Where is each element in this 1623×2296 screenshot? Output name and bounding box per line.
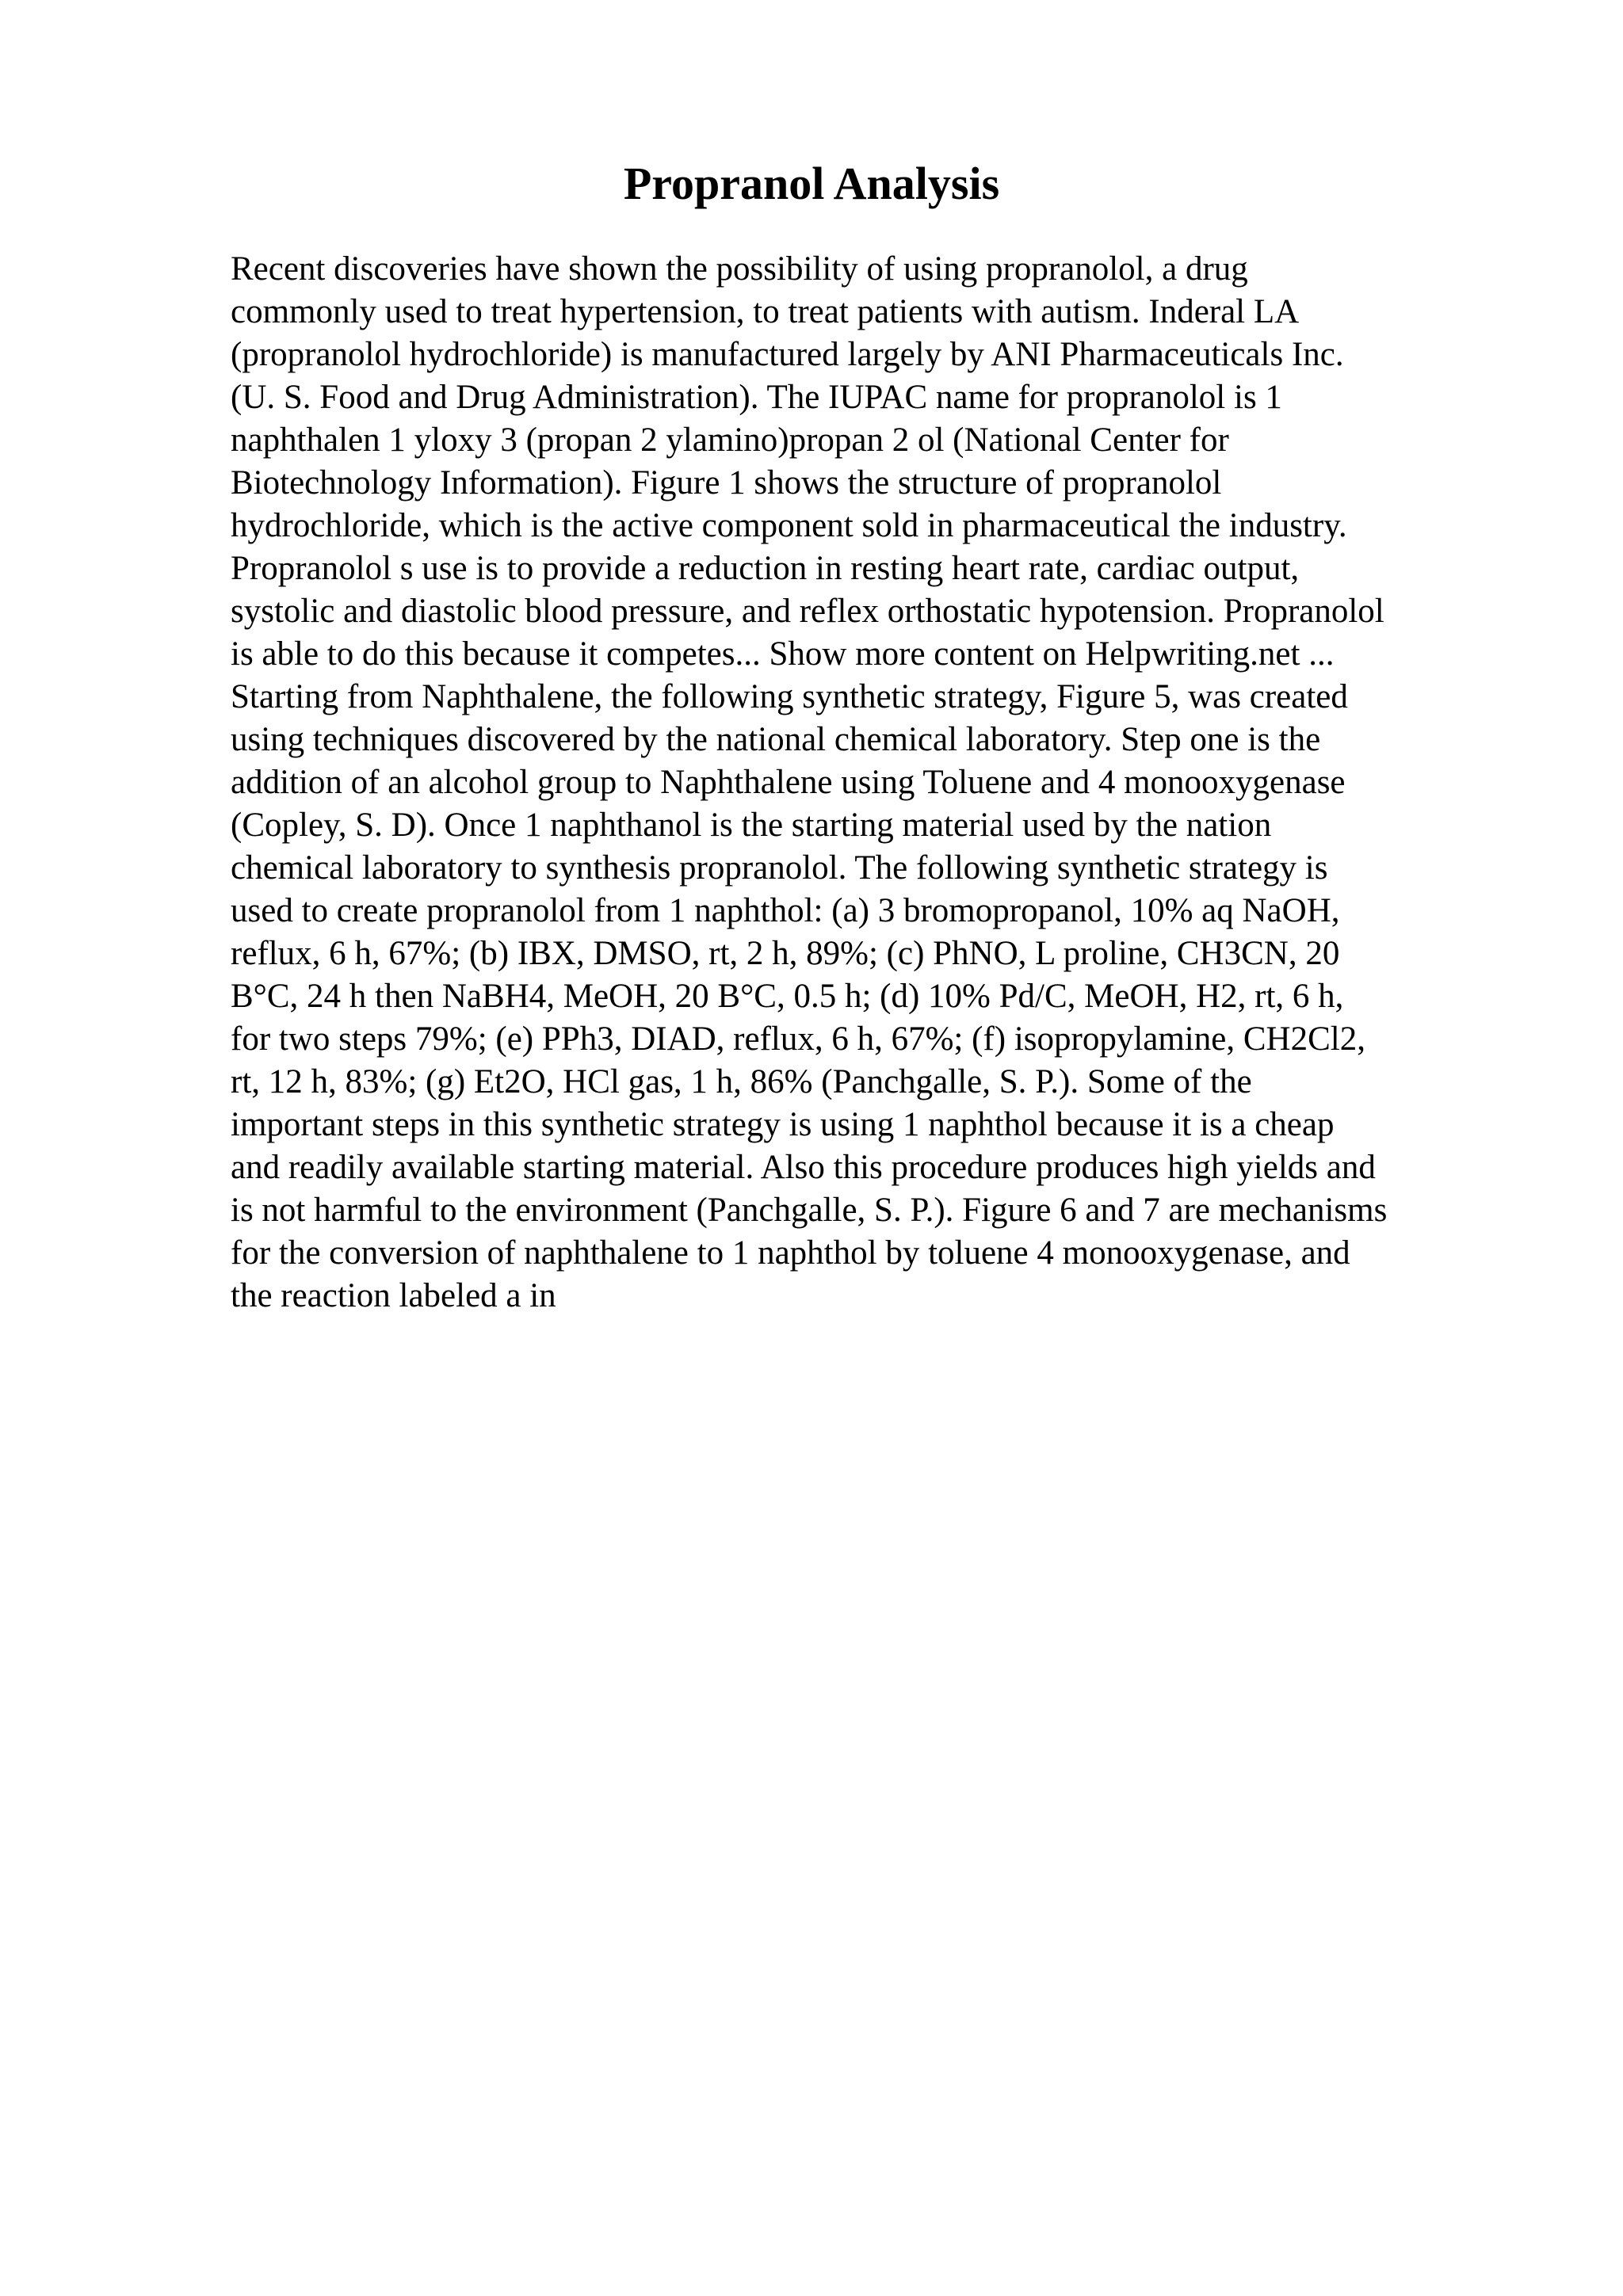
body-line: B°C, 24 h then NaBH4, MeOH, 20 B°C, 0.5 h; (d) 10% Pd/C, MeOH, H2, rt, 6 h, [231, 978, 1344, 1015]
body-line: Propranolol s use is to provide a reduction in resting heart rate, cardiac output, [231, 550, 1300, 587]
body-line: Starting from Naphthalene, the following synthetic strategy, Figure 5, was created [231, 678, 1348, 715]
body-line: the reaction labeled a in [231, 1277, 556, 1314]
body-line: is able to do this because it competes... Show more content on Helpwriting.net ... [231, 635, 1335, 673]
body-line: addition of an alcohol group to Naphthalene using Toluene and 4 monooxygenase [231, 764, 1346, 801]
body-line: Biotechnology Information). Figure 1 shows the structure of propranolol [231, 464, 1222, 502]
body-line: commonly used to treat hypertension, to treat patients with autism. Inderal LA [231, 293, 1300, 330]
body-line: important steps in this synthetic strategy is using 1 naphthol because it is a cheap [231, 1106, 1335, 1143]
body-line: for the conversion of naphthalene to 1 naphthol by toluene 4 monooxygenase, and [231, 1234, 1350, 1272]
document-title: Propranol Analysis [623, 158, 1000, 209]
body-line: rt, 12 h, 83%; (g) Et2O, HCl gas, 1 h, 86% (Panchgalle, S. P.). Some of the [231, 1063, 1252, 1100]
body-line: (propranolol hydrochloride) is manufactured largely by ANI Pharmaceuticals Inc. [231, 336, 1344, 373]
body-line: is not harmful to the environment (Panchgalle, S. P.). Figure 6 and 7 are mechanisms [231, 1192, 1388, 1229]
body-line: chemical laboratory to synthesis propranolol. The following synthetic strategy is [231, 849, 1328, 887]
body-line: Recent discoveries have shown the possibility of using propranolol, a drug [231, 250, 1248, 288]
body-line: for two steps 79%; (e) PPh3, DIAD, reflux, 6 h, 67%; (f) isopropylamine, CH2Cl2, [231, 1020, 1365, 1058]
body-line: systolic and diastolic blood pressure, and reflex orthostatic hypotension. Propranolol [231, 593, 1384, 630]
body-line: reflux, 6 h, 67%; (b) IBX, DMSO, rt, 2 h, 89%; (c) PhNO, L proline, CH3CN, 20 [231, 935, 1340, 972]
body-line: and readily available starting material. Also this procedure produces high yields and [231, 1149, 1376, 1186]
document-body [231, 248, 1530, 1318]
body-line: hydrochloride, which is the active component sold in pharmaceutical the industry. [231, 507, 1347, 544]
body-line: (Copley, S. D). Once 1 naphthanol is the starting material used by the nation [231, 807, 1272, 844]
body-line: using techniques discovered by the national chemical laboratory. Step one is the [231, 721, 1321, 758]
body-line: (U. S. Food and Drug Administration). The IUPAC name for propranolol is 1 [231, 379, 1282, 416]
body-line: naphthalen 1 yloxy 3 (propan 2 ylamino)propan 2 ol (National Center for [231, 421, 1229, 459]
body-line: used to create propranolol from 1 naphthol: (a) 3 bromopropanol, 10% aq NaOH, [231, 892, 1340, 929]
